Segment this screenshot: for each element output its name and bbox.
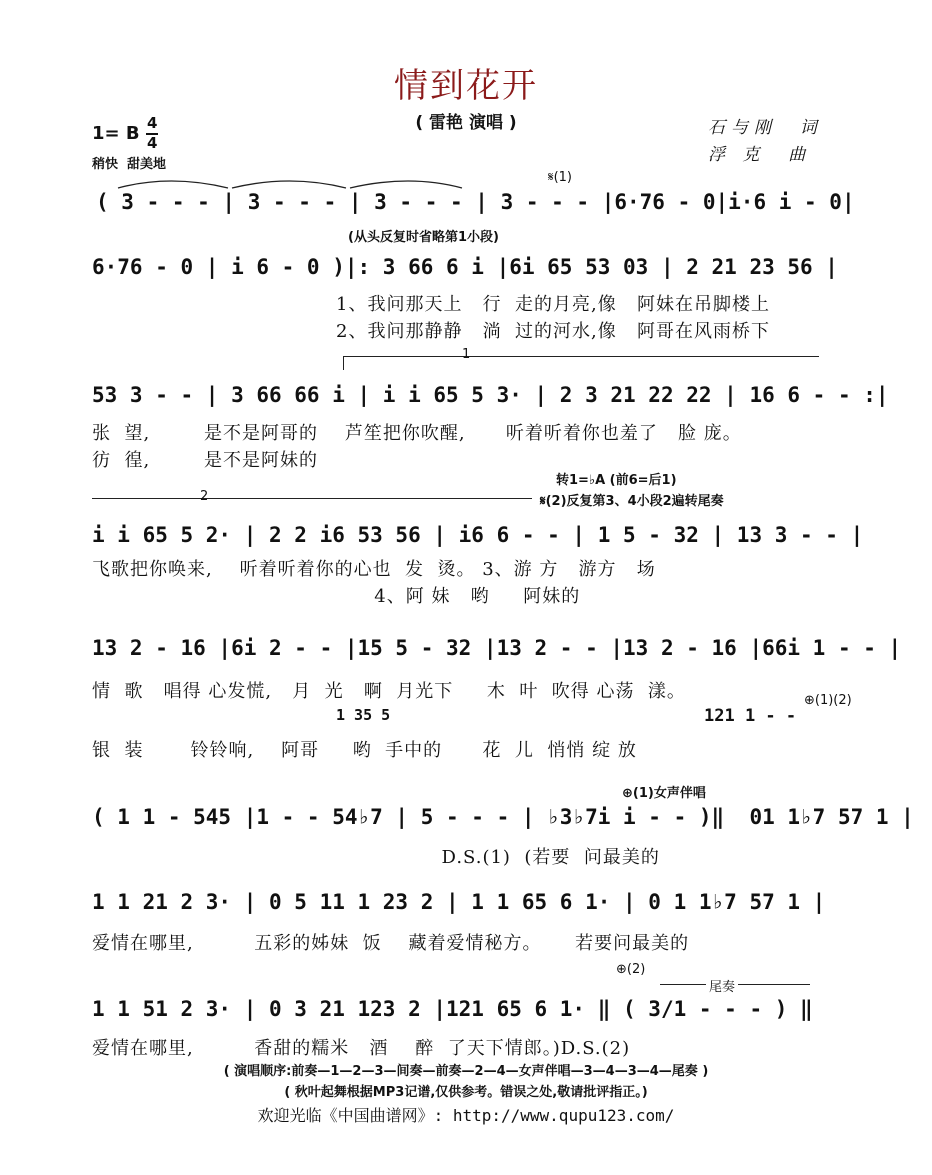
lyric-line-4a: 飞歌把你唤来, 听着听着你的心也 发 烫。 3、游 方 游方 场 — [92, 559, 656, 580]
coda-label-1: ⊕(1)女声伴唱 — [622, 786, 706, 801]
coda-mark: ⊕(1)(2) — [804, 693, 852, 708]
volta-2-label: 2 — [200, 489, 209, 504]
tempo-marking: 稍快 甜美地 — [92, 157, 167, 172]
aux-notation-1: 1 35 5 — [336, 706, 391, 724]
lyric-line-4b: 4、阿 妹 哟 阿妹的 — [92, 586, 581, 607]
coda-label-2: ⊕(2) — [616, 962, 646, 977]
aux-notation-2: 121 1 - - — [704, 706, 797, 726]
lyric-line-3a: 张 望, 是不是阿哥的 芦笙把你吹醒, 听着听着你也羞了 脸 庞。 — [92, 423, 742, 444]
notation-line-7: 1 1 21 2 3· | 0 5 11 1 23 2 | 1 1 65 6 1· | 0 1 1♭7 57 1 | — [92, 890, 826, 914]
transcriber-note: ( 秋叶起舞根据MP3记谱,仅供参考。错误之处,敬请批评指正。) — [284, 1085, 648, 1100]
time-signature-top: 4 — [147, 114, 158, 132]
repeat-annotation: (从头反复时省略第1小段) — [348, 230, 499, 245]
tie-arcs — [110, 174, 470, 190]
song-title: 情到花开 — [394, 66, 538, 106]
notation-line-5: 13 2 - 16 |6i 2 - - |15 5 - 32 |13 2 - - |13 2 - 16 |66i 1 - - | — [92, 636, 902, 660]
modulation-note: 转1=♭A (前6=后1) — [556, 473, 677, 488]
lyricist-credit: 石与刚 词 — [708, 118, 823, 138]
performance-order: ( 演唱顺序:前奏—1—2—3—间奏—前奏—2—4—女声伴唱—3—4—3—4—尾奏 ) — [223, 1064, 709, 1079]
outro-label: 尾奏 — [706, 976, 738, 995]
lyric-line-7: 爱情在哪里, 五彩的姊妹 饭 藏着爱情秘方。 若要问最美的 — [92, 933, 690, 954]
volta-1-label: 1 — [462, 347, 471, 362]
singer-credit: ( 雷艳 演唱 ) — [415, 113, 517, 133]
key-signature: 1= B — [92, 123, 140, 144]
lyric-line-2a: 1、我问那天上 行 走的月亮,像 阿妹在吊脚楼上 — [336, 294, 770, 315]
notation-line-2: 6·76 - 0 | i 6 - 0 )|: 3 66 6 i |6i 65 53 03 | 2 21 23 56 | — [92, 255, 838, 279]
notation-line-6: ( 1 1 - 545 |1 - - 54♭7 | 5 - - - | ♭3♭7i i - - )‖ 01 1♭7 57 1 | — [92, 805, 914, 829]
notation-line-4: i i 65 5 2· | 2 2 i6 53 56 | i6 6 - - | 1 5 - 32 | 13 3 - - | — [92, 523, 864, 547]
lyric-line-2b: 2、我问那静静 淌 过的河水,像 阿哥在风雨桥下 — [336, 321, 770, 342]
composer-credit: 浮 克 曲 — [708, 145, 812, 165]
time-signature-bottom: 4 — [147, 134, 158, 152]
lyric-line-3b: 彷 徨, 是不是阿妹的 — [92, 450, 318, 471]
lyric-line-6: D.S.(1) (若要 问最美的 — [92, 847, 660, 868]
segno-mark: 𝄋(1) — [548, 170, 573, 185]
notation-line-3: 53 3 - - | 3 66 66 i | i i 65 5 3· | 2 3 21 22 22 | 16 6 - - :| — [92, 383, 889, 407]
segno-2-note: 𝄋(2)反复第3、4小段2遍转尾奏 — [540, 494, 724, 509]
notation-line-8: 1 1 51 2 3· | 0 3 21 123 2 |121 65 6 1· ‖ ( 3/1 - - - ) ‖ — [92, 997, 813, 1021]
lyric-line-5a: 情 歌 唱得 心发慌, 月 光 啊 月光下 木 叶 吹得 心荡 漾。 — [92, 681, 686, 702]
lyric-line-8: 爱情在哪里, 香甜的糯米 酒 醉 了天下情郎。)D.S.(2) — [92, 1038, 631, 1059]
lyric-line-5b: 银 装 铃铃响, 阿哥 哟 手中的 花 儿 悄悄 绽 放 — [92, 740, 637, 761]
site-link[interactable]: 欢迎光临《中国曲谱网》: http://www.qupu123.com/ — [257, 1106, 675, 1125]
notation-line-1: ( 3 - - - | 3 - - - | 3 - - - | 3 - - - |6·76 - 0|i·6 i - 0| — [96, 190, 855, 214]
